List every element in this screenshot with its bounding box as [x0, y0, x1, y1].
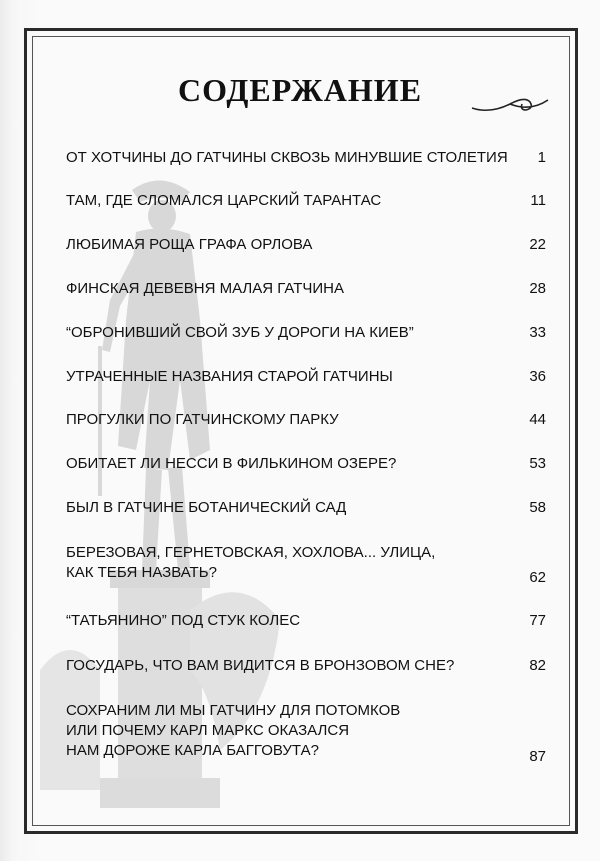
toc-entry-page: 36	[529, 368, 546, 385]
toc-entry-title: ОБИТАЕТ ЛИ НЕССИ В ФИЛЬКИНОМ ОЗЕРЕ?	[66, 455, 397, 472]
toc-entry-title: ГОСУДАРЬ, ЧТО ВАМ ВИДИТСЯ В БРОНЗОВОМ СНЕ?	[66, 657, 455, 674]
toc-entry-title: “ТАТЬЯНИНО” ПОД СТУК КОЛЕС	[66, 612, 301, 629]
toc-entry-title: ОТ ХОТЧИНЫ ДО ГАТЧИНЫ СКВОЗЬ МИНУВШИЕ СТОЛЕТИЯ	[66, 149, 508, 166]
toc-entry[interactable]	[66, 367, 546, 387]
flourish-ornament-icon	[470, 86, 550, 116]
toc-entry-page: 87	[529, 748, 546, 765]
toc-entry[interactable]	[66, 323, 546, 343]
toc-entry-page: 58	[529, 499, 546, 516]
toc-entry-page: 44	[529, 411, 546, 428]
toc-entry[interactable]	[66, 235, 546, 255]
toc-entry[interactable]	[66, 279, 546, 299]
toc-entry-page: 1	[537, 149, 546, 166]
toc-entry-page: 62	[529, 569, 546, 586]
toc-entry[interactable]	[66, 498, 546, 518]
toc-entry-page: 77	[529, 612, 546, 629]
toc-entry-title: ФИНСКАЯ ДЕВЕВНЯ МАЛАЯ ГАТЧИНА	[66, 280, 345, 297]
toc-entry-title: БЕРЕЗОВАЯ, ГЕРНЕТОВСКАЯ, ХОХЛОВА... УЛИЦА, КАК ТЕБЯ НАЗВАТЬ?	[66, 544, 436, 581]
toc-entry[interactable]	[66, 148, 546, 168]
toc-entry[interactable]	[66, 656, 546, 676]
toc-entry-title: ЛЮБИМАЯ РОЩА ГРАФА ОРЛОВА	[66, 236, 313, 253]
toc-entry[interactable]	[66, 410, 546, 430]
toc-entry[interactable]	[66, 611, 546, 631]
toc-entry-title: УТРАЧЕННЫЕ НАЗВАНИЯ СТАРОЙ ГАТЧИНЫ	[66, 368, 393, 385]
toc-entry-title: ТАМ, ГДЕ СЛОМАЛСЯ ЦАРСКИЙ ТАРАНТАС	[66, 192, 382, 209]
toc-entry-title: СОХРАНИМ ЛИ МЫ ГАТЧИНУ ДЛЯ ПОТОМКОВ ИЛИ ПОЧЕМУ КАРЛ МАРКС ОКАЗАЛСЯ НАМ ДОРОЖЕ КАРЛА БАГГОВУТА?	[66, 702, 401, 759]
toc-entry[interactable]	[66, 454, 546, 474]
toc-entry-page: 22	[529, 236, 546, 253]
toc-entry-title: ПРОГУЛКИ ПО ГАТЧИНСКОМУ ПАРКУ	[66, 411, 339, 428]
toc-entry-title: “ОБРОНИВШИЙ СВОЙ ЗУБ У ДОРОГИ НА КИЕВ”	[66, 324, 414, 341]
toc-entry-page: 28	[529, 280, 546, 297]
toc-entry-title: БЫЛ В ГАТЧИНЕ БОТАНИЧЕСКИЙ САД	[66, 499, 347, 516]
toc-entry[interactable]	[66, 543, 546, 586]
page-title: СОДЕРЖАНИЕ	[177, 72, 423, 108]
toc-entry[interactable]	[66, 191, 546, 211]
toc-entry-page: 11	[530, 192, 546, 209]
toc-entry-page: 82	[529, 657, 546, 674]
toc-entry[interactable]	[66, 701, 546, 765]
toc-entry-page: 53	[529, 455, 546, 472]
toc-entry-page: 33	[529, 324, 546, 341]
